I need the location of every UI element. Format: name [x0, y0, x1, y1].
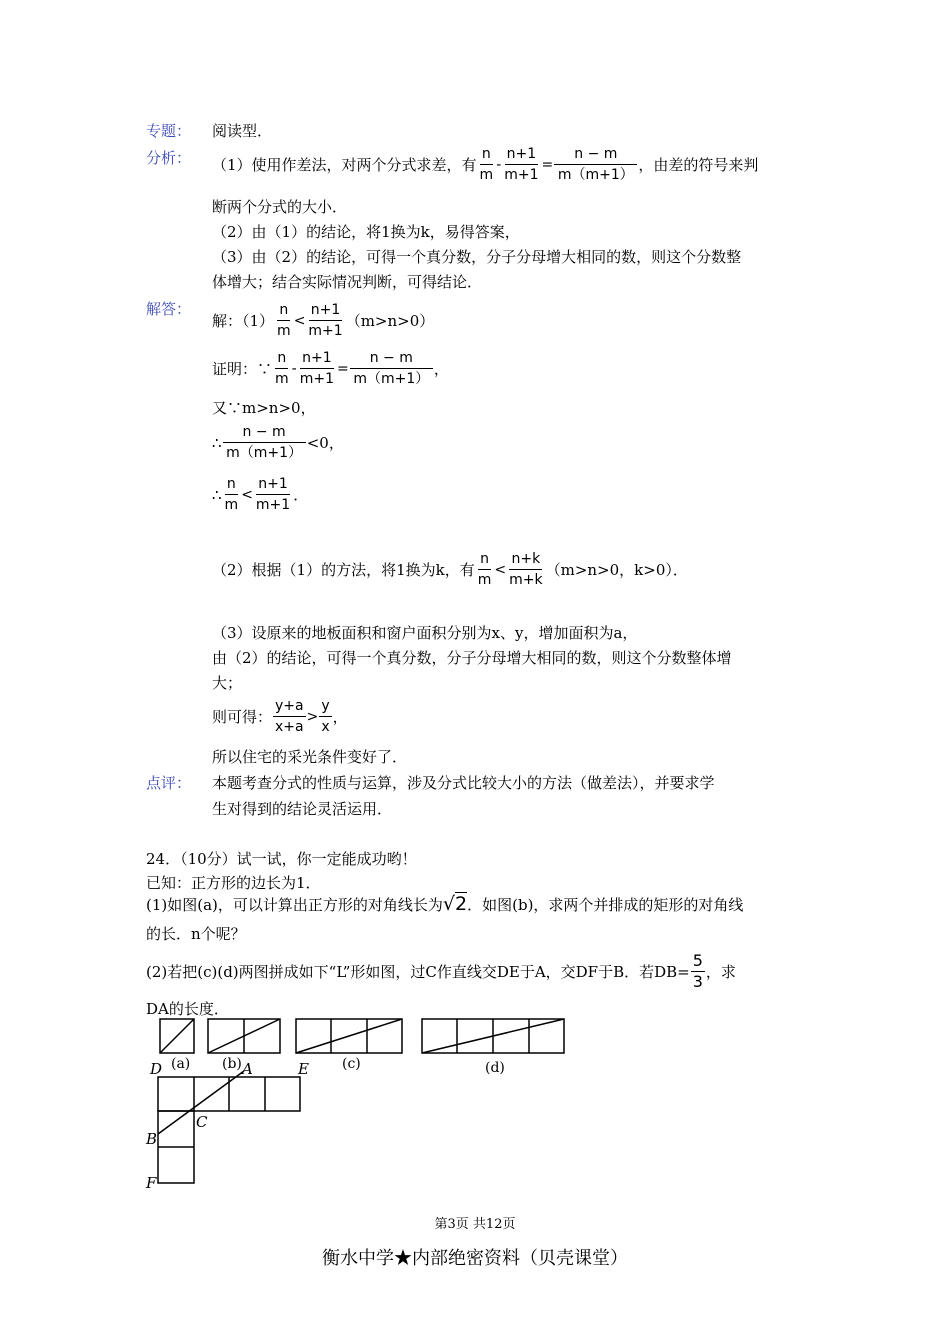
- solution-therefore2: ∴ $\frac{n}{m}$ < $\frac{n+1}{m+1}$ ．: [212, 476, 309, 513]
- caption-b: (b): [222, 1056, 242, 1072]
- problem24-given: 已知：正方形的边长为1．: [146, 874, 321, 892]
- label-analysis: 分析：: [146, 149, 192, 167]
- figure-c-diagonal: [296, 1019, 402, 1053]
- footer-source: 衡水中学★内部绝密资料（贝壳课堂）: [322, 1248, 628, 1269]
- solution-part3-then: 则可得： $\frac{y+a}{x+a}$ > $\frac{y}{x}$ ，: [212, 698, 348, 735]
- fraction-nm-over-mm1: $\frac{n - m}{m(m+1)}$: [554, 144, 637, 185]
- fraction-y-over-x: $\frac{y}{x}$: [321, 698, 330, 735]
- caption-c: (c): [342, 1056, 361, 1072]
- fraction-nk-over-mk: $\frac{n+k}{m+k}$: [509, 551, 543, 588]
- solution-again: 又∵m>n>0，: [212, 399, 316, 417]
- fraction-n1-over-m1: $\frac{n+1}{m+1}$: [299, 350, 334, 387]
- point-d-label: D: [150, 1060, 163, 1078]
- analysis-p3-line2: 体增大；结合实际情况判断，可得结论．: [212, 273, 483, 291]
- analysis-p3-line1: （3）由（2）的结论，可得一个真分数，分子分母增大相同的数，则这个分数整: [212, 248, 742, 266]
- solution-part3-line3: 大；: [212, 674, 243, 692]
- page-number: 第3页 共12页: [434, 1217, 516, 1232]
- fraction-n-over-m: $\frac{n}{m}$: [477, 551, 492, 588]
- analysis-p1-prefix: （1）使用作差法，对两个分式求差，有: [212, 156, 477, 174]
- problem24-q1-cont: 的长．n个呢？: [146, 925, 246, 943]
- fraction-ya-over-xa: $\frac{y+a}{x+a}$: [275, 698, 304, 735]
- fraction-n1-over-m1: $\frac{n+1}{m+1}$: [504, 146, 539, 183]
- solution-line1: 解：（1） $\frac{n}{m}$ < $\frac{n+1}{m+1}$ （m>n>0）: [212, 302, 435, 339]
- point-e-label: E: [298, 1060, 309, 1078]
- label-answer: 解答：: [146, 300, 192, 318]
- label-comment: 点评：: [146, 774, 192, 792]
- caption-d: (d): [485, 1060, 505, 1076]
- point-b-label: B: [146, 1130, 158, 1148]
- fraction-n1-over-m1: $\frac{n+1}{m+1}$: [255, 476, 291, 513]
- fraction-n-over-m: $\frac{n}{m}$: [224, 476, 239, 513]
- problem24-q2: (2)若把(c)(d)两图拼成如下“L”形如图，过C作直线交DE于A，交DF于B．若DB= $\frac{5}{3}$ ，求: [146, 951, 736, 991]
- solution-part3-line2: 由（2）的结论，可得一个真分数，分子分母增大相同的数，则这个分数整体增: [212, 649, 732, 667]
- analysis-p2: （2）由（1）的结论，将1换为k，易得答案，: [212, 223, 520, 241]
- point-c-label: C: [196, 1113, 208, 1131]
- point-f-label: F: [146, 1174, 157, 1192]
- topic-text: 阅读型．: [212, 122, 273, 140]
- solution-therefore1: ∴ $\frac{n - m}{m(m+1)}$ <0，: [212, 424, 344, 461]
- problem24-title: 24．（10分）试一试，你一定能成功哟！: [146, 850, 417, 868]
- comment-line1: 本题考查分式的性质与运算，涉及分式比较大小的方法（做差法），并要求学: [212, 774, 715, 792]
- problem24-q1: (1)如图(a)，可以计算出正方形的对角线长为 √2 ．如图(b)，求两个并排成的矩形的对角线: [146, 893, 744, 915]
- fraction-n-over-m: $\frac{n}{m}$: [275, 350, 289, 387]
- fraction-n1-over-m1: $\frac{n+1}{m+1}$: [308, 302, 343, 339]
- fraction-nm-over-mm1: $\frac{n - m}{m(m+1)}$: [350, 348, 433, 389]
- figure-a-diagonal: [160, 1019, 194, 1053]
- point-a-label: A: [242, 1060, 253, 1078]
- solution-final: 所以住宅的采光条件变好了．: [212, 748, 408, 766]
- fraction-n-over-m: $\frac{n}{m}$: [479, 146, 494, 183]
- analysis-p1-suffix: ，由差的符号来判: [638, 156, 759, 174]
- solution-proof: 证明：∵ $\frac{n}{m}$ - $\frac{n+1}{m+1}$ = $\frac{n - m}{m(m+1)}$ ，: [212, 350, 449, 387]
- problem24-q2-cont: DA的长度．: [146, 1000, 229, 1018]
- fraction-5-over-3: $\frac{5}{3}$: [692, 951, 703, 991]
- solution-part3-line1: （3）设原来的地板面积和窗户面积分别为x、y，增加面积为a，: [212, 624, 638, 642]
- caption-a: (a): [171, 1056, 191, 1072]
- fraction-n-over-m: $\frac{n}{m}$: [277, 302, 291, 339]
- sqrt-expression: √2: [442, 893, 468, 915]
- fraction-nm-over-mm1: $\frac{n - m}{m(m+1)}$: [223, 422, 306, 463]
- label-topic: 专题：: [146, 122, 192, 140]
- analysis-line1: （1）使用作差法，对两个分式求差，有 $\frac{n}{m}$ - $\frac{n+1}{m+1}$ = $\frac{n - m}{m(m+1)}$ ，由差的符号来判: [212, 146, 759, 183]
- comment-line2: 生对得到的结论灵活运用．: [212, 800, 393, 818]
- analysis-p1-line2: 断两个分式的大小．: [212, 198, 348, 216]
- solution-part2: （2）根据（1）的方法，将1换为k，有 $\frac{n}{m}$ < $\frac{n+k}{m+k}$ （m>n>0，k>0）．: [212, 551, 688, 588]
